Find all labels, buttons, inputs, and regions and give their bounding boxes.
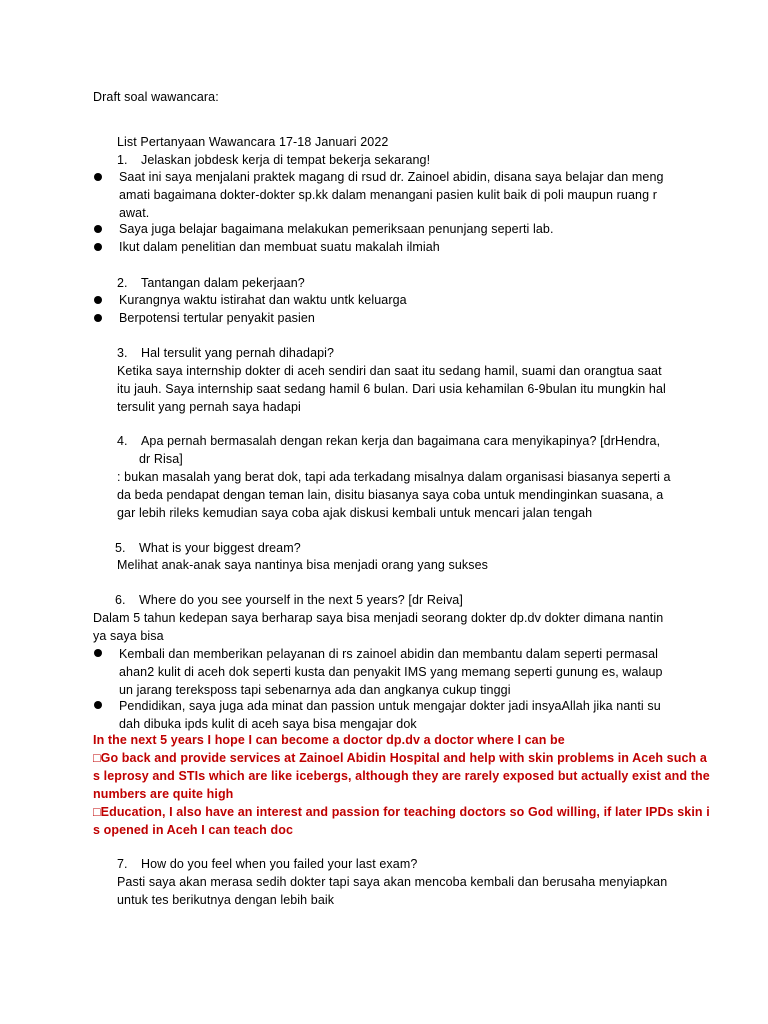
question-6 <box>115 591 463 609</box>
answer-line: Ikut dalam penelitian dan membuat suatu makalah ilmiah <box>119 240 440 254</box>
translation-line: □Education, I also have an interest and passion for teaching doctors so God willing, if later IPDs skin i <box>93 805 710 819</box>
answer-line: awat. <box>119 206 150 220</box>
question-number: 7. <box>117 857 128 871</box>
question-number: 2. <box>117 276 128 290</box>
bullet-icon <box>94 243 102 251</box>
answer-line: Dalam 5 tahun kedepan saya berharap saya bisa menjadi seorang dokter dp.dv dokter dimana nantin <box>93 611 664 625</box>
question-2 <box>117 274 305 292</box>
question-number: 4. <box>117 434 128 448</box>
answer-line: Saat ini saya menjalani praktek magang di rsud dr. Zainoel abidin, disana saya belajar dan meng <box>119 170 664 184</box>
translation-line: s opened in Aceh I can teach doc <box>93 823 294 837</box>
translation-line: numbers are quite high <box>93 787 234 801</box>
question-number: 1. <box>117 153 128 167</box>
translation-line: s leprosy and STIs which are like icebergs, although they are rarely exposed but actually exist and the <box>93 769 710 783</box>
answer-line: un jarang tereksposs tapi sebenarnya ada dan angkanya cukup tinggi <box>119 683 511 697</box>
question-number: 3. <box>117 346 128 360</box>
answer-line: ya saya bisa <box>93 629 164 643</box>
answer-line: amati bagaimana dokter-dokter sp.kk dalam menangani pasien kulit baik di poli maupun ruang r <box>119 188 657 202</box>
question-text: Where do you see yourself in the next 5 years? [dr Reiva] <box>139 593 463 607</box>
question-text: Tantangan dalam pekerjaan? <box>141 276 305 290</box>
bullet-icon <box>94 296 102 304</box>
answer-line: da beda pendapat dengan teman lain, disitu biasanya saya coba untuk mendinginkan suasana, a <box>117 488 664 502</box>
question-text: Hal tersulit yang pernah dihadapi? <box>141 346 335 360</box>
answer-line: gar lebih rileks kemudian saya coba ajak diskusi kembali untuk mencari jalan tengah <box>117 506 593 520</box>
question-number: 6. <box>115 593 126 607</box>
question-text-cont: dr Risa] <box>139 452 183 466</box>
question-text: Apa pernah bermasalah dengan rekan kerja dan bagaimana cara menyikapinya? [drHendra, <box>141 434 661 448</box>
answer-line: tersulit yang pernah saya hadapi <box>117 400 301 414</box>
question-text: How do you feel when you failed your last exam? <box>141 857 418 871</box>
answer-line: Pasti saya akan merasa sedih dokter tapi saya akan mencoba kembali dan berusaha menyiapkan <box>117 875 668 889</box>
bullet-icon <box>94 225 102 233</box>
answer-line: untuk tes berikutnya dengan lebih baik <box>117 893 335 907</box>
list-heading: List Pertanyaan Wawancara 17-18 Januari 2022 <box>117 135 389 149</box>
bullet-icon <box>94 314 102 322</box>
question-text: What is your biggest dream? <box>139 541 301 555</box>
bullet-icon <box>94 649 102 657</box>
answer-line: Berpotensi tertular penyakit pasien <box>119 311 315 325</box>
answer-line: ahan2 kulit di aceh dok seperti kusta dan penyakit IMS yang memang seperti gunung es, walaup <box>119 665 663 679</box>
answer-line: itu jauh. Saya internship saat sedang hamil 6 bulan. Dari usia kehamilan 6-9bulan itu mungkin hal <box>117 382 666 396</box>
translation-line: □Go back and provide services at Zainoel Abidin Hospital and help with skin problems in Aceh such a <box>93 751 707 765</box>
answer-line: Kembali dan memberikan pelayanan di rs zainoel abidin dan membantu dalam seperti permasal <box>119 647 659 661</box>
answer-line: Kurangnya waktu istirahat dan waktu untk keluarga <box>119 293 407 307</box>
document-title: Draft soal wawancara: <box>93 90 219 104</box>
answer-line: : bukan masalah yang berat dok, tapi ada terkadang misalnya dalam organisasi biasanya seperti a <box>117 470 671 484</box>
translation-line: In the next 5 years I hope I can become a doctor dp.dv a doctor where I can be <box>93 733 565 747</box>
question-1 <box>117 151 430 169</box>
answer-line: Pendidikan, saya juga ada minat dan passion untuk mengajar dokter jadi insyaAllah jika nanti su <box>119 699 661 713</box>
question-text: Jelaskan jobdesk kerja di tempat bekerja sekarang! <box>141 153 431 167</box>
answer-line: dah dibuka ipds kulit di aceh saya bisa mengajar dok <box>119 717 417 731</box>
answer-line: Melihat anak-anak saya nantinya bisa menjadi orang yang sukses <box>117 558 489 572</box>
bullet-icon <box>94 701 102 709</box>
question-3 <box>117 344 334 362</box>
answer-line: Ketika saya internship dokter di aceh sendiri dan saat itu sedang hamil, suami dan orangtua saat <box>117 364 662 378</box>
question-number: 5. <box>115 541 126 555</box>
question-4 <box>117 432 660 450</box>
bullet-icon <box>94 173 102 181</box>
question-7 <box>117 855 417 873</box>
answer-line: Saya juga belajar bagaimana melakukan pemeriksaan penunjang seperti lab. <box>119 222 554 236</box>
question-5 <box>115 539 301 557</box>
